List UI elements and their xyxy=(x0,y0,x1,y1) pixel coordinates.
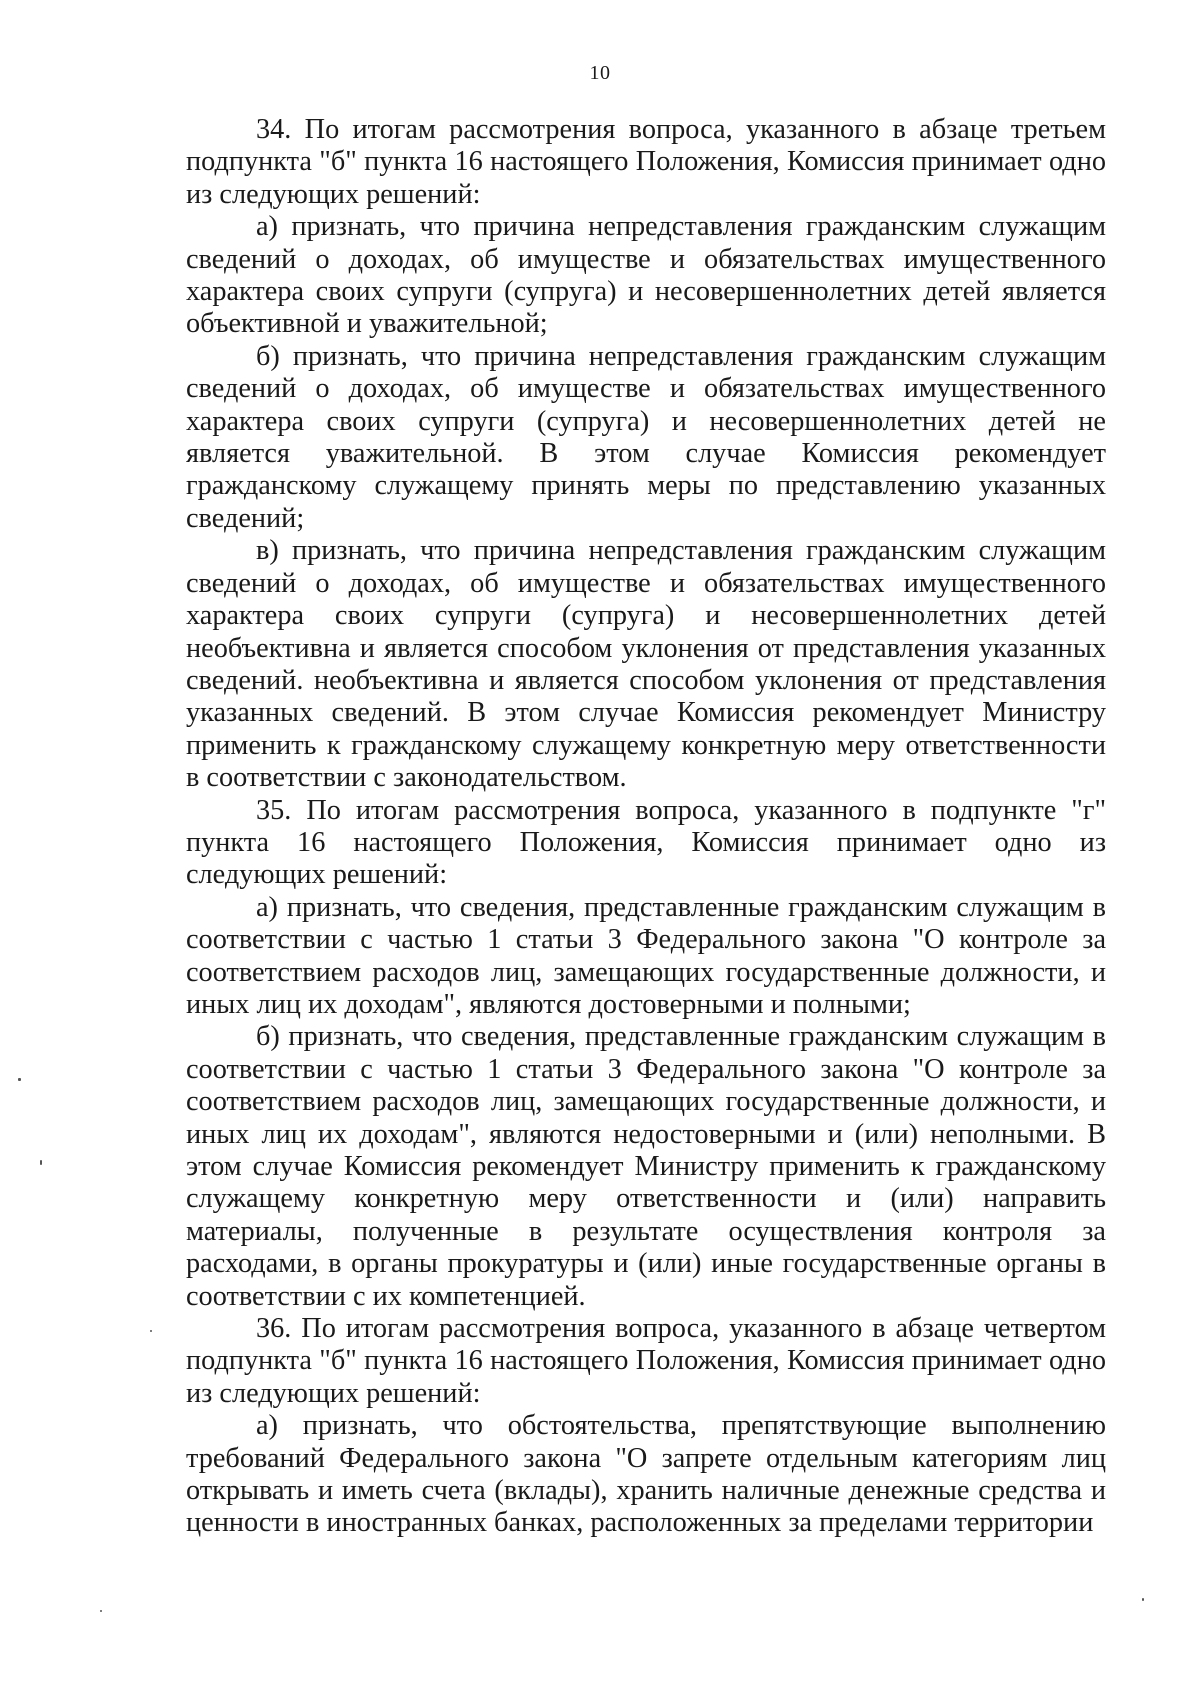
scan-speck xyxy=(1142,1598,1144,1601)
paragraph-36-a: а) признать, что обстоятельства, препятствующие выполнению требований Федерального закона "О запрете отдельным категориям лиц открывать и иметь счета (вклады), хранить наличные денежные средства и ценности в иностранных банках, расположенных за пределами территории xyxy=(186,1410,1106,1539)
document-body xyxy=(186,114,1106,1540)
page-number: 10 xyxy=(589,62,611,84)
scan-speck xyxy=(150,1330,152,1332)
scan-speck xyxy=(100,1610,102,1612)
paragraph-34-b: б) признать, что причина непредставления гражданским служащим сведений о доходах, об имуществе и обязательствах имущественного характера своих супруги (супруга) и несовершеннолетних детей не является уважительной. В этом случае Комиссия рекомендует гражданскому служащему принять меры по представлению указанных сведений; xyxy=(186,340,1106,534)
paragraph-36: 36. По итогам рассмотрения вопроса, указанного в абзаце четвертом подпункта "б" пункта 16 настоящего Положения, Комиссия принимает одно из следующих решений: xyxy=(186,1313,1106,1409)
paragraph-34-a: а) признать, что причина непредставления гражданским служащим сведений о доходах, об имуществе и обязательствах имущественного характера своих супруги (супруга) и несовершеннолетних детей является объективной и уважительной; xyxy=(186,211,1106,340)
scan-speck xyxy=(40,1160,42,1165)
scan-speck xyxy=(18,1078,21,1081)
paragraph-34: 34. По итогам рассмотрения вопроса, указанного в абзаце третьем подпункта "б" пункта 16 настоящего Положения, Комиссия принимает одно из следующих решений: xyxy=(186,114,1106,210)
paragraph-35-a: а) признать, что сведения, представленные гражданским служащим в соответствии с частью 1 статьи 3 Федерального закона "О контроле за соответствием расходов лиц, замещающих государственные должности, и иных лиц их доходам", являются достоверными и полными; xyxy=(186,891,1106,1020)
paragraph-35: 35. По итогам рассмотрения вопроса, указанного в подпункте "г" пункта 16 настоящего Положения, Комиссия принимает одно из следующих решений: xyxy=(186,794,1106,891)
paragraph-34-v: в) признать, что причина непредставления гражданским служащим сведений о доходах, об имуществе и обязательствах имущественного характера своих супруги (супруга) и несовершеннолетних детей необъективна и является способом уклонения от представления указанных сведений. необъективна и является способом уклонения от представления указанных сведений. В этом случае Комиссия рекомендует Министру применить к гражданскому служащему конкретную меру ответственности в соответствии с законодательством. xyxy=(186,535,1106,794)
paragraph-35-b: б) признать, что сведения, представленные гражданским служащим в соответствии с частью 1 статьи 3 Федерального закона "О контроле за соответствием расходов лиц, замещающих государственные должности, и иных лиц их доходам", являются недостоверными и (или) неполными. В этом случае Комиссия рекомендует Министру применить к гражданскому служащему конкретную меру ответственности и (или) направить материалы, полученные в результате осуществления контроля за расходами, в органы прокуратуры и (или) иные государственные органы в соответствии с их компетенцией. xyxy=(186,1021,1106,1312)
